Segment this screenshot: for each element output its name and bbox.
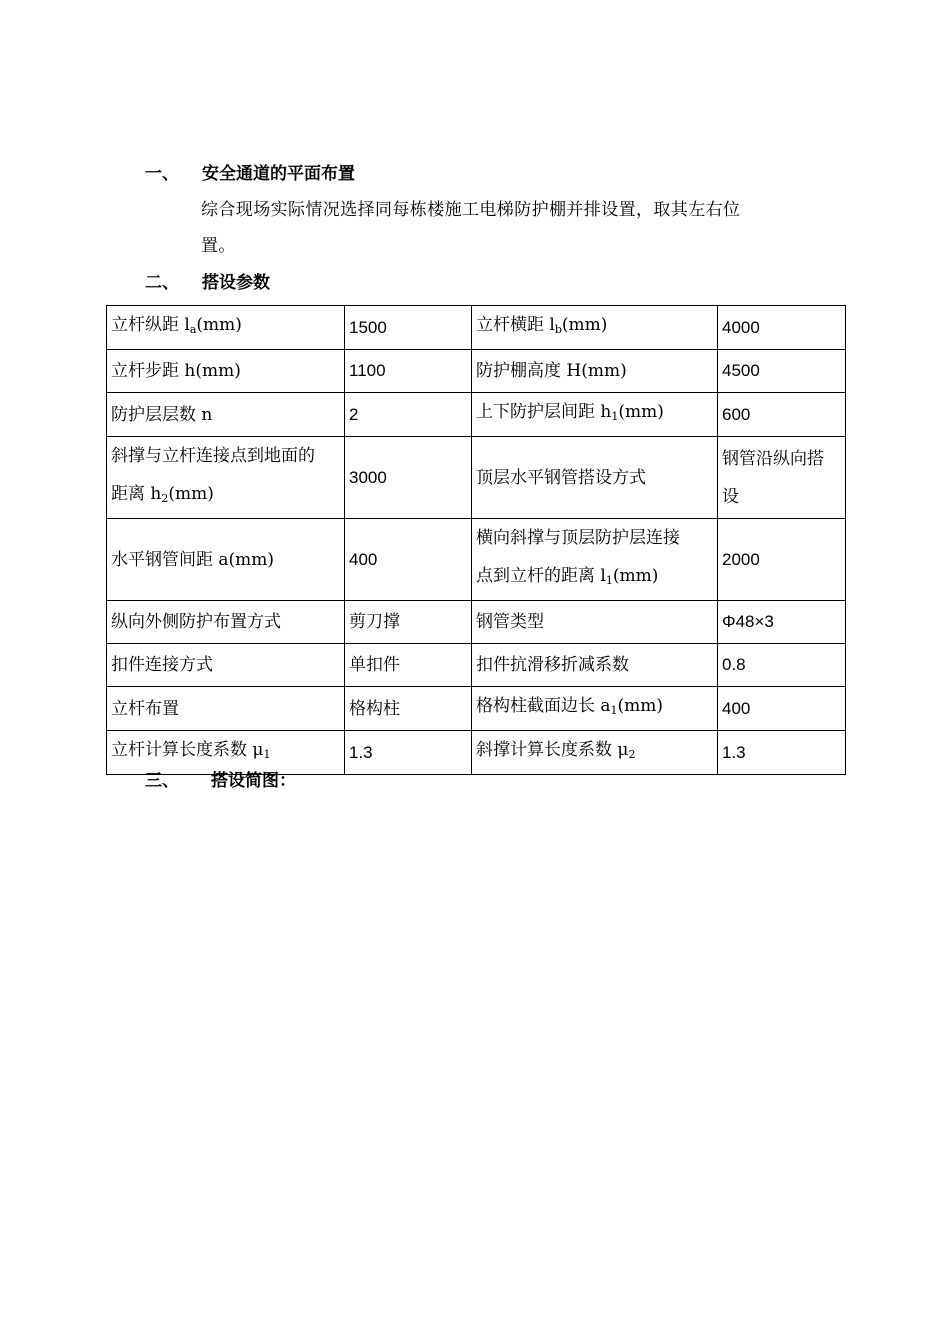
param-value: 1.3 [345, 731, 472, 775]
table-row [107, 350, 846, 393]
param-value: 1100 [345, 350, 472, 393]
param-value: 4500 [718, 350, 846, 393]
param-label: 立杆布置 [107, 687, 345, 731]
param-value: 剪刀撑 [345, 601, 472, 644]
param-label: 斜撑计算长度系数 $\mu_2$ [472, 731, 718, 775]
param-value: 0.8 [718, 644, 846, 687]
param-label: 立杆步距 h(mm) [107, 350, 345, 393]
param-value: 600 [718, 393, 846, 437]
param-value: 2000 [718, 519, 846, 601]
section-title: 搭设参数 [202, 273, 270, 293]
param-value: 400 [345, 519, 472, 601]
param-label: 扣件抗滑移折减系数 [472, 644, 718, 687]
description-paragraph [201, 197, 801, 264]
param-value: 400 [718, 687, 846, 731]
param-label: 钢管类型 [472, 601, 718, 644]
param-label: 斜撑与立杆连接点到地面的 距离 $h_2(mm)$ [107, 437, 345, 519]
paragraph-line: 置。 [201, 236, 236, 256]
param-value: 1500 [345, 306, 472, 350]
param-label: 纵向外侧防护布置方式 [107, 601, 345, 644]
section-number: 二、 [145, 273, 179, 293]
param-value: 2 [345, 393, 472, 437]
table-row [107, 306, 846, 350]
param-label: 防护棚高度 H(mm) [472, 350, 718, 393]
param-label: 顶层水平钢管搭设方式 [472, 437, 718, 519]
param-value: 3000 [345, 437, 472, 519]
table-row [107, 519, 846, 601]
param-label: 扣件连接方式 [107, 644, 345, 687]
parameter-table [106, 305, 846, 775]
table-row [107, 731, 846, 775]
param-label: 横向斜撑与顶层防护层连接 点到立杆的距离 $l_1(mm)$ [472, 519, 718, 601]
section-title: 安全通道的平面布置 [202, 164, 355, 184]
paragraph-line: 综合现场实际情况选择同每栋楼施工电梯防护棚并排设置，取其左右位 [201, 200, 741, 220]
param-label: 水平钢管间距 a(mm) [107, 519, 345, 601]
param-label: 立杆计算长度系数 $\mu_1$ [107, 731, 345, 775]
table-row [107, 644, 846, 687]
table-row [107, 437, 846, 519]
param-label: 上下防护层间距 $h_1(mm)$ [472, 393, 718, 437]
param-value: 单扣件 [345, 644, 472, 687]
section-number: 一、 [145, 164, 179, 184]
param-value: Φ48×3 [718, 601, 846, 644]
param-label: 立杆纵距 $l_a(mm)$ [107, 306, 345, 350]
param-value: 1.3 [718, 731, 846, 775]
param-value: 格构柱 [345, 687, 472, 731]
param-label: 防护层层数 n [107, 393, 345, 437]
param-value: 4000 [718, 306, 846, 350]
section-number: 三、 [145, 771, 179, 791]
table-row [107, 687, 846, 731]
section-title: 搭设简图： [211, 771, 296, 791]
param-value: 钢管沿纵向搭 设 [718, 437, 846, 519]
param-label: 立杆横距 $l_b(mm)$ [472, 306, 718, 350]
table-row [107, 393, 846, 437]
table-row [107, 601, 846, 644]
param-label: 格构柱截面边长 $a_1(mm)$ [472, 687, 718, 731]
